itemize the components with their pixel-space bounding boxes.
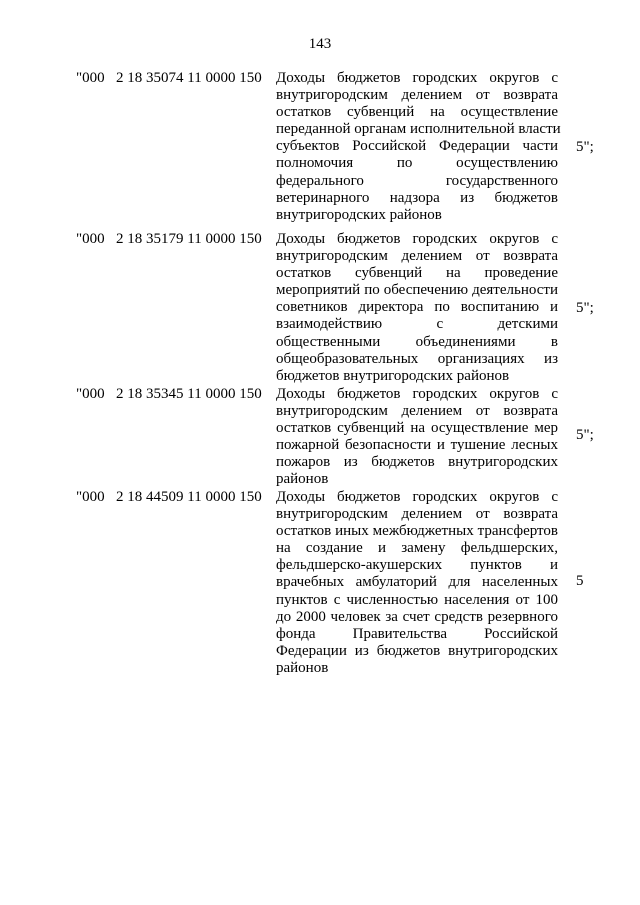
row-description (276, 386, 558, 489)
description-line: остатков субвенций на осуществление мер (276, 420, 558, 437)
row-value: 5"; (576, 300, 594, 316)
row-value: 5"; (576, 427, 594, 443)
description-line: остатков иных межбюджетных трансфертов (276, 523, 558, 540)
page-number: 143 (308, 36, 332, 52)
description-line: Доходы бюджетов городских округов с (276, 70, 558, 86)
description-line: на создание и замену фельдшерских, (276, 540, 558, 557)
description-line: Доходы бюджетов городских округов с (276, 386, 558, 402)
row-prefix: "000 (76, 386, 105, 402)
description-line: пунктов с численностью населения от 100 (276, 591, 558, 608)
description-line: взаимодействию с детскими (276, 316, 558, 333)
description-line: остатков субвенций на осуществление (276, 104, 558, 121)
description-line: общеобразовательных организациях из (276, 350, 558, 367)
description-line: до 2000 человек за счет средств резервного (276, 608, 558, 625)
row-prefix: "000 (76, 489, 105, 505)
row-description (276, 489, 558, 677)
row-prefix: "000 (76, 70, 105, 86)
description-line: федерального государственного (276, 172, 558, 189)
description-line: районов (276, 471, 329, 488)
description-line: Доходы бюджетов городских округов с (276, 231, 558, 247)
description-line: районов (276, 659, 329, 676)
budget-classification-code: 2 18 44509 11 0000 150 (116, 489, 262, 505)
description-line: советников директора по воспитанию и (276, 299, 558, 316)
description-line: Федерации из бюджетов внутригородских (276, 642, 558, 659)
row-description (276, 231, 558, 385)
budget-classification-code: 2 18 35345 11 0000 150 (116, 386, 262, 402)
description-line: пожаров из бюджетов внутригородских (276, 454, 558, 471)
description-line: врачебных амбулаторий для населенных (276, 574, 558, 591)
description-line: внутригородских районов (276, 206, 442, 223)
row-description (276, 70, 561, 224)
description-line: бюджетов внутригородских районов (276, 367, 510, 384)
description-line: общественными объединениями в (276, 333, 558, 350)
description-line: внутригородским делением от возврата (276, 506, 558, 523)
description-line: фельдшерско-акушерских пунктов и (276, 557, 558, 574)
description-line: субъектов Российской Федерации части (276, 138, 558, 155)
description-line: внутригородским делением от возврата (276, 87, 558, 104)
description-line: внутригородским делением от возврата (276, 248, 558, 265)
row-value: 5"; (576, 139, 594, 155)
description-line: пожарной безопасности и тушение лесных (276, 437, 558, 454)
description-line: ветеринарного надзора из бюджетов (276, 189, 558, 206)
row-value: 5 (576, 573, 584, 589)
description-line: мероприятий по обеспечению деятельности (276, 282, 558, 299)
row-prefix: "000 (76, 231, 105, 247)
description-line: остатков субвенций на проведение (276, 265, 558, 282)
description-line: Доходы бюджетов городских округов с (276, 489, 558, 505)
description-line: полномочия по осуществлению (276, 155, 558, 172)
budget-classification-code: 2 18 35074 11 0000 150 (116, 70, 262, 86)
description-line: фонда Правительства Российской (276, 625, 558, 642)
budget-classification-code: 2 18 35179 11 0000 150 (116, 231, 262, 247)
description-line: внутригородским делением от возврата (276, 403, 558, 420)
description-line: переданной органам исполнительной власти (276, 121, 561, 138)
